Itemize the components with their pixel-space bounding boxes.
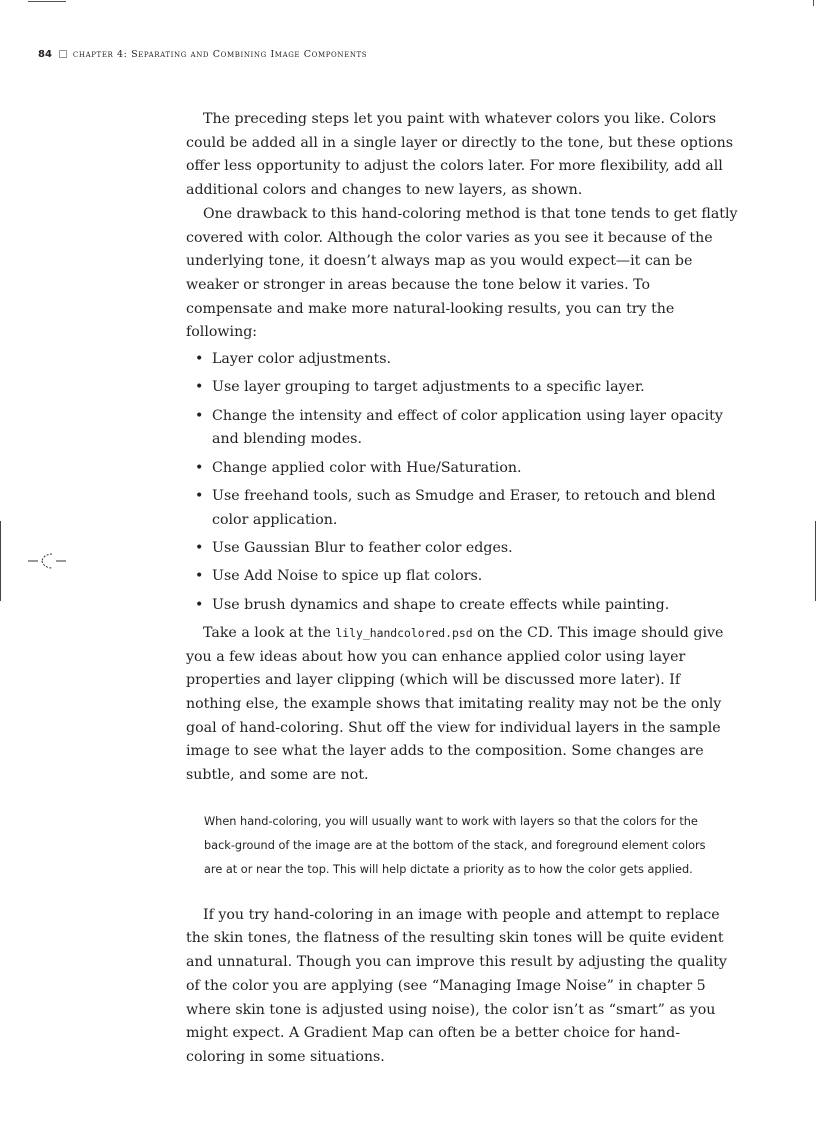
page-number: 84	[38, 48, 52, 60]
paragraph-2: One drawback to this hand-coloring method is that tone tends to get flatly covered with color. Although the color varies as you see it because of the underlying tone, it doesn’t always map as you would expect—it can be weaker or stronger in areas because the tone below it varies. To compensate and make more natural-looking results, you can try the following:	[186, 205, 738, 341]
list-item: • Use Gaussian Blur to feather color edges.	[186, 537, 738, 561]
paragraph-3: Take a look at the lily_handcolored.psd on the CD. This image should give you a few ideas about how you can enhance applied color using layer properties and layer clipping (which will be discussed more later). If nothing else, the example shows that imitating reality may not be the only goal of hand-coloring. Shut off the view for individual layers in the sample image to see what the layer adds to the composition. Some changes are subtle, and some are not.	[186, 624, 724, 784]
crop-mark-top-left	[28, 1, 66, 2]
list-item: • Use Add Noise to spice up flat colors.	[186, 565, 738, 589]
bullet-icon: •	[195, 459, 204, 476]
margin-line-left	[0, 521, 1, 601]
list-item: • Layer color adjustments.	[186, 348, 738, 372]
filename: lily_handcolored.psd	[335, 625, 473, 640]
crop-mark-top-right	[813, 0, 814, 6]
tip-note: When hand-coloring, you will usually want to work with layers so that the colors for the back-ground of the image are at the bottom of the stack, and foreground element colors are at or near the top. This will help dictate a priority as to how the color gets applied.	[204, 814, 706, 876]
chapter-title: chapter 4: Separating and Combining Image Components	[72, 48, 368, 60]
bullet-icon: •	[195, 596, 204, 613]
bullet-icon: •	[195, 351, 204, 368]
separator-square-icon	[59, 50, 67, 58]
paragraph-4: If you try hand-coloring in an image with people and attempt to replace the skin tones, the flatness of the resulting skin tones will be quite evident and unnatural. Though you can improve this result by adjusting the quality of the color you are applying (see “Managing Image Noise” in chapter 5 where skin tone is adjusted using noise), the color isn’t as “smart” as you might expect. A Gradient Map can often be a better choice for hand-coloring in some situations.	[186, 906, 727, 1065]
bullet-icon: •	[195, 568, 204, 585]
tips-list	[186, 348, 738, 617]
bullet-icon: •	[195, 379, 204, 396]
running-head	[38, 47, 367, 61]
bullet-icon: •	[195, 487, 204, 504]
bullet-icon: •	[195, 539, 204, 556]
bullet-icon: •	[195, 407, 204, 424]
list-item: • Change the intensity and effect of color application using layer opacity and blending modes.	[186, 405, 738, 452]
list-item: • Use brush dynamics and shape to create effects while painting.	[186, 594, 738, 618]
registration-mark-icon	[28, 548, 68, 574]
body-text	[186, 108, 738, 1070]
list-item: • Use layer grouping to target adjustments to a specific layer.	[186, 376, 738, 400]
paragraph-1: The preceding steps let you paint with whatever colors you like. Colors could be added all in a single layer or directly to the tone, but these options offer less opportunity to adjust the colors later. For more flexibility, add all additional colors and changes to new layers, as shown.	[186, 111, 734, 199]
list-item: • Use freehand tools, such as Smudge and Eraser, to retouch and blend color application.	[186, 485, 738, 532]
list-item: • Change applied color with Hue/Saturation.	[186, 457, 738, 481]
